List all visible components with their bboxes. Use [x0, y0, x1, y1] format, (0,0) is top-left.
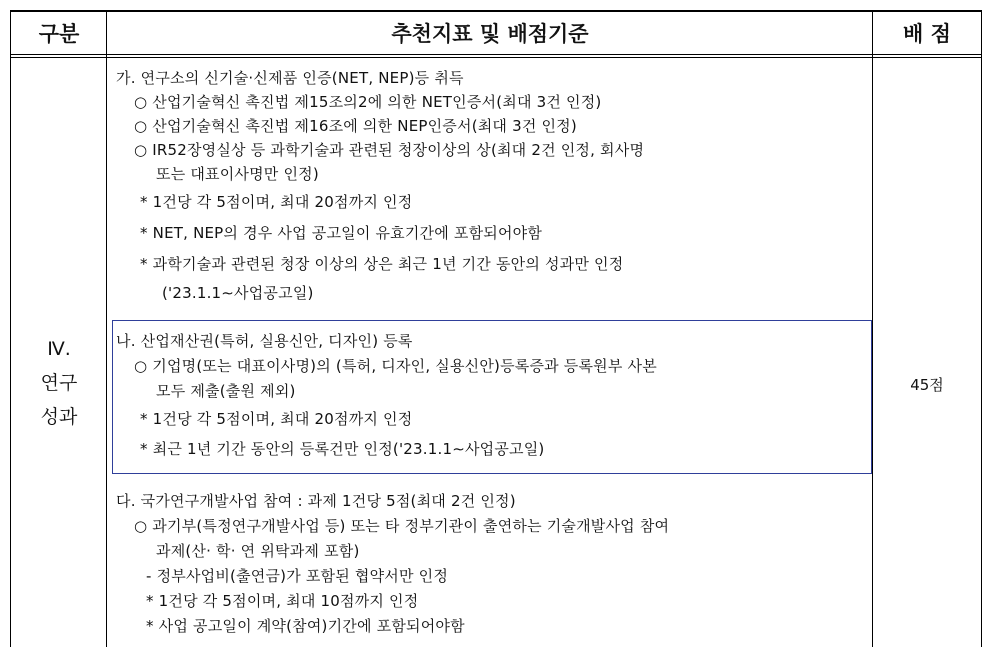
table-header-row [11, 12, 981, 55]
section-a-item: ○ IR52장영실상 등 과학기술과 관련된 청장이상의 상(최대 2건 인정, 회사명 [134, 141, 645, 159]
header-score: 배 점 [903, 22, 951, 46]
section-c-item: ○ 과기부(특정연구개발사업 등) 또는 타 정부기관이 출연하는 기술개발사업 참여 [134, 517, 670, 535]
section-c-note: * 사업 공고일이 계약(참여)기간에 포함되어야함 [146, 617, 465, 635]
section-c-title: 다. 국가연구개발사업 참여 : 과제 1건당 5점(최대 2건 인정) [116, 492, 516, 510]
column-divider [872, 12, 873, 647]
section-a-note: * 1건당 각 5점이며, 최대 20점까지 인정 [140, 193, 413, 211]
section-b-note: * 1건당 각 5점이며, 최대 20점까지 인정 [140, 410, 413, 428]
section-b-item-cont: 모두 제출(출원 제외) [156, 382, 296, 400]
section-a-note-cont: ('23.1.1∼사업공고일) [162, 284, 314, 302]
section-b-item: ○ 기업명(또는 대표이사명)의 (특허, 디자인, 실용신안)등록증과 등록원부 사본 [134, 357, 657, 375]
section-c-subitem: - 정부사업비(출연금)가 포함된 협약서만 인정 [146, 567, 449, 585]
section-a-note: * 과학기술과 관련된 청장 이상의 상은 최근 1년 기간 동안의 성과만 인정 [140, 255, 624, 273]
section-a-title: 가. 연구소의 신기술·신제품 인증(NET, NEP)등 취득 [116, 69, 464, 87]
section-a-item: ○ 산업기술혁신 촉진법 제16조에 의한 NEP인증서(최대 3건 인정) [134, 117, 577, 135]
section-c-note: * 1건당 각 5점이며, 최대 10점까지 인정 [146, 592, 419, 610]
section-b-title: 나. 산업재산권(특허, 실용신안, 디자인) 등록 [116, 332, 413, 350]
header-criteria: 추천지표 및 배점기준 [391, 22, 589, 46]
section-c-item-cont: 과제(산· 학· 연 위탁과제 포함) [156, 542, 360, 560]
section-b-note: * 최근 1년 기간 동안의 등록건만 인정('23.1.1∼사업공고일) [140, 440, 545, 458]
category-cell [11, 332, 107, 434]
category-label-2: 성과 [40, 406, 78, 428]
header-category: 구분 [38, 22, 80, 46]
category-numeral: Ⅳ. [47, 338, 71, 360]
section-a-note: * NET, NEP의 경우 사업 공고일이 유효기간에 포함되어야함 [140, 224, 543, 242]
score-cell: 45점 [910, 376, 944, 394]
column-divider [106, 12, 107, 647]
section-a-item: ○ 산업기술혁신 촉진법 제15조의2에 의한 NET인증서(최대 3건 인정) [134, 93, 602, 111]
category-label-1: 연구 [40, 372, 78, 394]
criteria-table [10, 10, 982, 647]
section-a-item-cont: 또는 대표이사명만 인정) [156, 165, 319, 183]
